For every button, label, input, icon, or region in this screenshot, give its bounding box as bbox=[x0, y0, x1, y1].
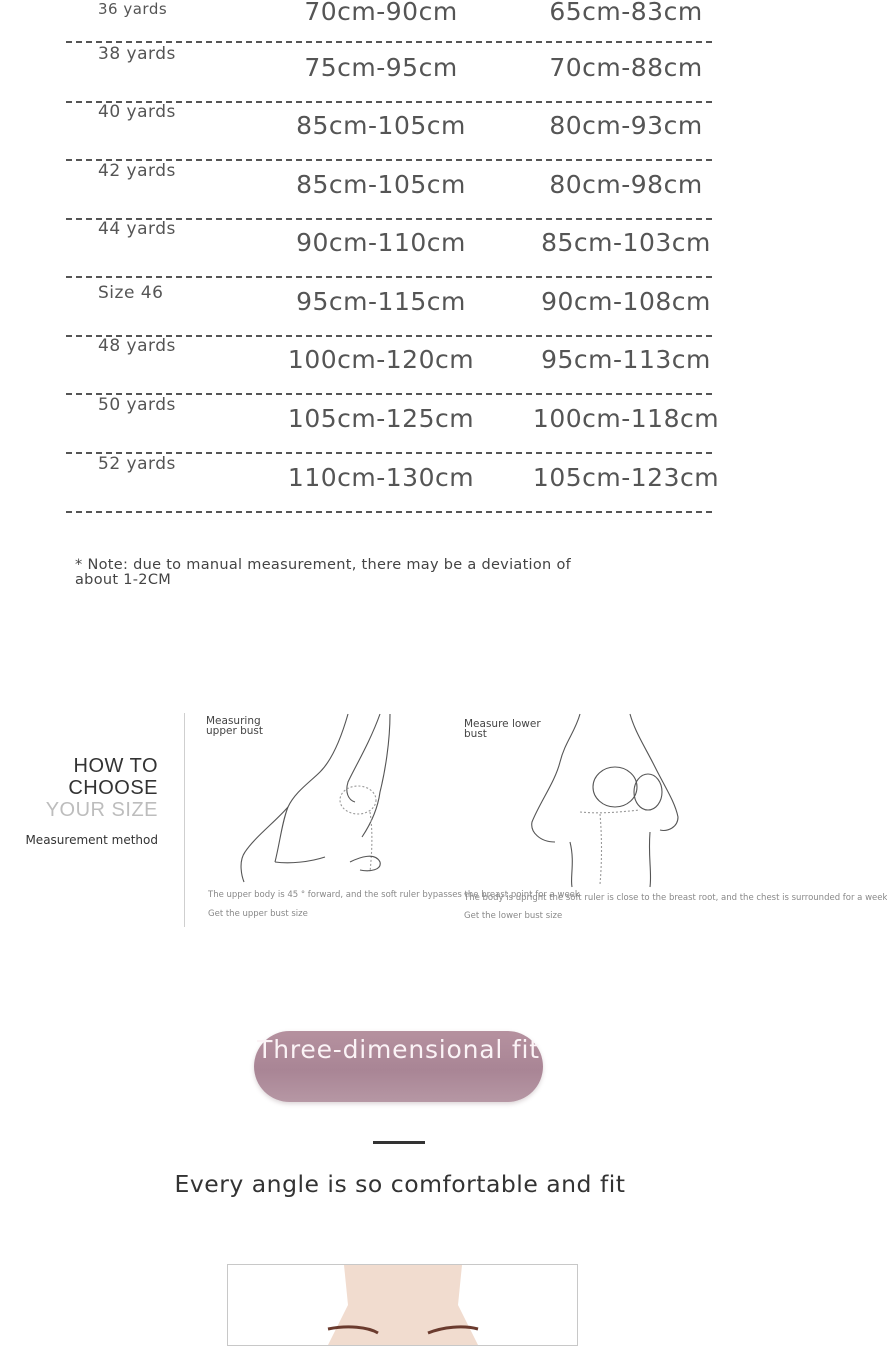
size-label: 40 yards bbox=[98, 102, 176, 122]
tagline: Every angle is so comfortable and fit bbox=[174, 1170, 626, 1198]
upper-bust-label: Measuring upper bust bbox=[206, 715, 264, 737]
lower-bust-range: 65cm-83cm bbox=[549, 0, 703, 26]
upper-bust-illustration bbox=[230, 712, 400, 887]
upper-bust-range: 70cm-90cm bbox=[304, 0, 458, 26]
how-to-title bbox=[46, 755, 158, 821]
size-label: 44 yards bbox=[98, 219, 176, 239]
upper-bust-range: 105cm-125cm bbox=[287, 404, 475, 433]
size-label: 48 yards bbox=[98, 336, 176, 356]
measurement-note: * Note: due to manual measurement, there may be a deviation of about 1-2CM bbox=[75, 557, 572, 588]
divider-bar bbox=[373, 1141, 425, 1144]
lower-bust-range: 90cm-108cm bbox=[541, 287, 711, 316]
size-table bbox=[0, 0, 800, 520]
how-to-choose-section bbox=[0, 700, 887, 940]
size-label: 36 yards bbox=[98, 0, 168, 18]
lower-bust-caption: The body is upright the soft ruler is close to the breast root, and the chest is surrounded for a week bbox=[464, 893, 887, 903]
lower-bust-range: 100cm-118cm bbox=[532, 404, 720, 433]
measurement-method-label: Measurement method bbox=[25, 833, 158, 847]
lower-bust-range: 95cm-113cm bbox=[541, 345, 711, 374]
upper-bust-result: Get the upper bust size bbox=[208, 909, 308, 919]
upper-bust-range: 85cm-105cm bbox=[296, 170, 466, 199]
product-photo bbox=[227, 1264, 578, 1346]
lower-bust-range: 105cm-123cm bbox=[532, 463, 720, 492]
size-label: 52 yards bbox=[98, 454, 176, 474]
upper-bust-range: 90cm-110cm bbox=[296, 228, 466, 257]
upper-bust-range: 100cm-120cm bbox=[287, 345, 475, 374]
how-to-title-line2: CHOOSE bbox=[68, 777, 158, 799]
lower-bust-label: Measure lower bust bbox=[464, 718, 541, 740]
upper-bust-range: 110cm-130cm bbox=[287, 463, 475, 492]
lower-bust-range: 80cm-93cm bbox=[549, 111, 703, 140]
size-label: 50 yards bbox=[98, 395, 176, 415]
how-to-title-line3: YOUR SIZE bbox=[45, 799, 158, 821]
table-row bbox=[66, 276, 712, 337]
lower-bust-result: Get the lower bust size bbox=[464, 911, 563, 921]
lower-bust-range: 80cm-98cm bbox=[549, 170, 703, 199]
upper-bust-caption: The upper body is 45 ° forward, and the soft ruler bypasses the breast point for a week bbox=[208, 890, 580, 900]
table-row bbox=[66, 217, 712, 278]
three-dimensional-fit-badge bbox=[254, 1031, 543, 1102]
table-row bbox=[66, 0, 712, 43]
how-to-title-line1: HOW TO bbox=[73, 755, 158, 777]
model-photo-illustration bbox=[228, 1265, 577, 1345]
badge-text: Three-dimensional fit bbox=[257, 1035, 540, 1064]
table-row bbox=[66, 159, 712, 220]
upper-bust-range: 95cm-115cm bbox=[296, 287, 466, 316]
lower-bust-illustration bbox=[520, 712, 690, 887]
size-label: Size 46 bbox=[98, 283, 164, 303]
divider bbox=[184, 713, 185, 927]
table-row bbox=[66, 42, 712, 103]
table-row bbox=[66, 334, 712, 395]
upper-bust-range: 85cm-105cm bbox=[296, 111, 466, 140]
lower-bust-range: 85cm-103cm bbox=[541, 228, 711, 257]
table-row bbox=[66, 393, 720, 454]
table-row bbox=[66, 100, 712, 161]
table-row bbox=[66, 452, 720, 513]
lower-bust-range: 70cm-88cm bbox=[549, 53, 703, 82]
size-label: 42 yards bbox=[98, 161, 176, 181]
upper-bust-range: 75cm-95cm bbox=[304, 53, 458, 82]
size-label: 38 yards bbox=[98, 44, 176, 64]
